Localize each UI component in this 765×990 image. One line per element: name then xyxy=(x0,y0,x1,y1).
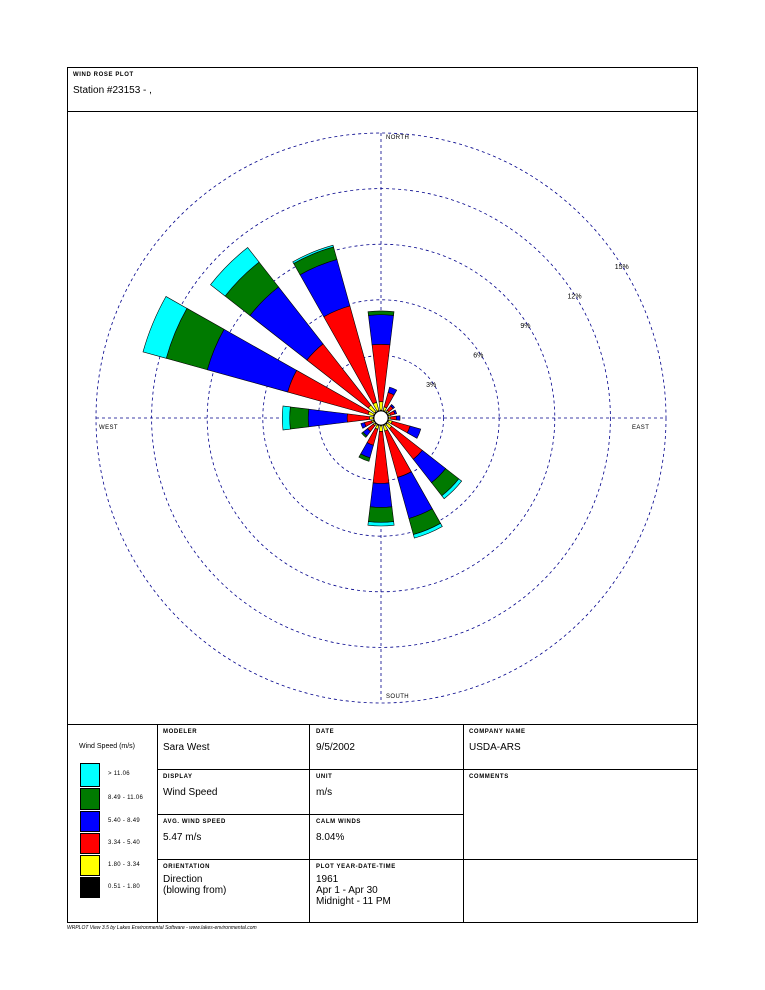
plot-year-value: 1961 xyxy=(316,874,339,885)
unit-value: m/s xyxy=(316,787,333,798)
legend-swatch xyxy=(80,855,100,876)
company-value: USDA-ARS xyxy=(469,742,521,753)
legend-swatch xyxy=(80,788,100,810)
ring-label: 9% xyxy=(520,322,531,330)
orientation-line-2: (blowing from) xyxy=(163,885,227,896)
plot-time-value: Midnight - 11 PM xyxy=(316,896,391,907)
legend-swatch xyxy=(80,833,100,854)
calm-winds-value: 8.04% xyxy=(316,832,345,843)
legend-label: > 11.06 xyxy=(108,771,130,777)
legend-label: 8.49 - 11.06 xyxy=(108,795,144,801)
compass-east-label: EAST xyxy=(632,425,650,431)
plot-year-caption: PLOT YEAR-DATE-TIME xyxy=(316,864,396,870)
legend-swatch xyxy=(80,877,100,898)
modeler-value: Sara West xyxy=(163,742,210,753)
display-caption: DISPLAY xyxy=(163,774,193,780)
col-divider-2 xyxy=(463,724,464,923)
legend-swatch xyxy=(80,811,100,832)
plot-frame xyxy=(67,111,698,725)
legend-label: 0.51 - 1.80 xyxy=(108,883,140,890)
avg-speed-value: 5.47 m/s xyxy=(163,832,202,843)
plot-dates-value: Apr 1 - Apr 30 xyxy=(316,885,378,896)
legend-label: 3.34 - 5.40 xyxy=(108,839,140,846)
calm-winds-caption: CALM WINDS xyxy=(316,819,361,825)
ring-label: 3% xyxy=(426,381,437,389)
row-divider-3 xyxy=(157,859,698,860)
company-caption: COMPANY NAME xyxy=(469,729,526,735)
avg-speed-caption: AVG. WIND SPEED xyxy=(163,819,226,825)
row-divider-1 xyxy=(157,769,698,770)
title-frame xyxy=(67,67,698,112)
compass-north-label: NORTH xyxy=(386,135,410,141)
legend-swatch xyxy=(80,763,100,787)
orientation-caption: ORIENTATION xyxy=(163,864,211,870)
modeler-caption: MODELER xyxy=(163,729,198,735)
legend-divider xyxy=(157,724,158,923)
date-value: 9/5/2002 xyxy=(316,742,355,753)
compass-south-label: SOUTH xyxy=(386,694,409,700)
unit-caption: UNIT xyxy=(316,774,333,780)
legend-label: 5.40 - 8.49 xyxy=(108,817,140,824)
legend-title: Wind Speed (m/s) xyxy=(79,743,136,750)
software-footer: WRPLOT View 3.5 by Lakes Environmental Software - www.lakes-environmental.com xyxy=(67,925,257,931)
display-value: Wind Speed xyxy=(163,787,218,798)
orientation-line-1: Direction xyxy=(163,874,203,885)
ring-label: 15% xyxy=(614,263,629,271)
ring-label: 6% xyxy=(473,352,484,360)
legend-label: 1.80 - 3.34 xyxy=(108,861,140,868)
compass-west-label: WEST xyxy=(99,425,118,431)
ring-label: 12% xyxy=(567,293,582,301)
plot-caption: WIND ROSE PLOT xyxy=(73,72,134,78)
station-title: Station #23153 - , xyxy=(73,85,152,96)
date-caption: DATE xyxy=(316,729,335,735)
info-frame xyxy=(67,724,698,923)
col-divider-1 xyxy=(309,724,310,923)
row-divider-2 xyxy=(157,814,463,815)
comments-caption: COMMENTS xyxy=(469,774,509,780)
